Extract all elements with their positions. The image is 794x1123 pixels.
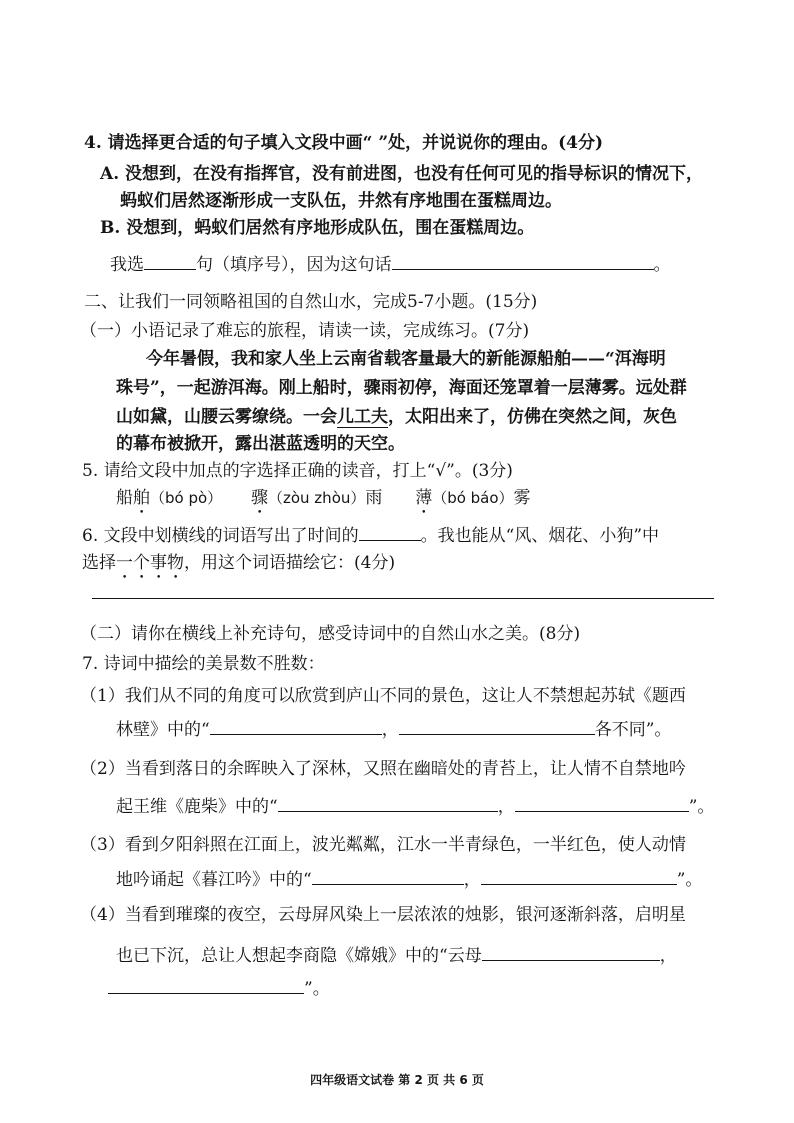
- q4-option-blank[interactable]: [144, 251, 196, 270]
- q7-s2-line1: （2）当看到落日的余晖映入了深林，又照在幽暗处的青苔上，让人情不自禁地吟: [80, 759, 686, 779]
- q6-answer-line[interactable]: [92, 598, 714, 599]
- section2-title: 二、让我们一同领略祖国的自然山水，完成5-7小题。(15分): [84, 292, 538, 312]
- q7-s1-prefix: 林壁》中的“: [116, 720, 210, 740]
- q5-word1: 船舶: [116, 488, 150, 508]
- q5-pinyin3[interactable]: （bó báo）: [432, 489, 514, 507]
- q5-word2-char: 骤: [250, 488, 268, 508]
- passage-line3: [116, 405, 677, 429]
- passage-line2: 珠号”，一起游洱海。刚上船时，骤雨初停，海面还笼罩着一层薄雾。远处群: [116, 378, 687, 398]
- q7-s4-suffix: ”。: [304, 979, 330, 999]
- q7-s1-line2: [116, 716, 671, 742]
- q7-s3-comma: ，: [463, 870, 481, 890]
- q7-s2-line2: [116, 793, 714, 819]
- q7-s2-blank2[interactable]: [515, 793, 689, 812]
- q6-time-blank[interactable]: [359, 522, 421, 541]
- q7-title: 7. 诗词中描绘的美景数不胜数：: [82, 654, 325, 674]
- q4-answer-line: [110, 251, 671, 277]
- q7-s2-suffix: ”。: [688, 797, 715, 817]
- q7-s4-comma: ，: [659, 946, 677, 966]
- q7-s1-comma: ，: [381, 720, 399, 740]
- q7-s1-blank1[interactable]: [210, 716, 382, 735]
- q4-answer-prefix: 我选: [110, 255, 144, 275]
- q4-option-a-line2: 蚂蚁们居然逐渐形成一支队伍，井然有序地围在蛋糕周边。: [120, 191, 562, 211]
- q5-title: 5. 请给文段中加点的字选择正确的读音，打上“√”。(3分): [82, 461, 513, 481]
- q7-s4-prefix: 也已下沉，总让人想起李商隐《嫦娥》中的“云母: [116, 946, 482, 966]
- q7-s3-line1: （3）看到夕阳斜照在江面上，波光粼粼，江水一半青绿色，一半红色，使人动情: [80, 835, 686, 855]
- q7-s4-blank2[interactable]: [108, 975, 304, 994]
- q6-line1: [82, 522, 659, 548]
- q4-answer-end: 。: [653, 255, 671, 275]
- q7-s1-line1: （1）我们从不同的角度可以欣赏到庐山不同的景色，这让人不禁想起苏轼《题西: [80, 686, 686, 706]
- q6-line2: [82, 551, 395, 583]
- q7-s2-blank1[interactable]: [278, 793, 498, 812]
- section2-part1-title: （一）小语记录了难忘的旅程，请读一读，完成练习。(7分): [80, 321, 530, 341]
- passage-line3-end: ，太阳出来了，仿佛在突然之间，灰色: [388, 407, 677, 427]
- q7-s2-prefix: 起王维《鹿柴》中的“: [116, 797, 278, 817]
- q6-line1-end: 。我也能从“风、烟花、小狗”中: [420, 526, 660, 546]
- q7-s4-line3: [108, 975, 330, 1001]
- q4-option-b: B. 没想到，蚂蚁们居然有序地形成队伍，围在蛋糕周边。: [100, 218, 535, 238]
- q6-line2-start: 选择: [82, 553, 116, 573]
- q7-s2-comma: ，: [497, 797, 515, 817]
- q6-line2-end: ，用这个词语描绘它：(4分): [184, 553, 396, 573]
- q5-word3-char: 薄: [415, 488, 433, 508]
- q7-s3-blank1[interactable]: [312, 866, 464, 885]
- q7-s3-blank2[interactable]: [481, 866, 677, 885]
- q7-s3-prefix: 地吟诵起《暮江吟》中的“: [116, 870, 312, 890]
- q6-line1-start: 6. 文段中划横线的词语写出了时间的: [82, 526, 359, 546]
- underlined-phrase: 儿工夫: [337, 407, 388, 427]
- q4-option-a-line1: A. 没想到，在没有指挥官，没有前进图，也没有任何可见的指导标识的情况下，: [100, 164, 704, 184]
- q5-word2-end: 雨: [365, 488, 383, 508]
- passage-line4: 的幕布被掀开，露出湛蓝透明的天空。: [116, 434, 405, 454]
- q6-emphasis: 一个事物: [116, 553, 184, 573]
- passage-line1: 今年暑假，我和家人坐上云南省载客量最大的新能源船舶——“洱海明: [146, 349, 666, 369]
- q7-s4-line1: （4）当看到璀璨的夜空，云母屏风染上一层浓浓的烛影，银河逐渐斜落，启明星: [80, 905, 686, 925]
- q4-reason-blank[interactable]: [392, 251, 654, 270]
- q7-s3-suffix: ”。: [676, 870, 703, 890]
- page-footer: 四年级语文试卷 第 2 页 共 6 页: [310, 1073, 484, 1087]
- q4-title: 4. 请选择更合适的句子填入文段中画“ ”处，并说说你的理由。(4分): [84, 133, 604, 153]
- q5-pinyin1[interactable]: （bó pò）: [150, 489, 223, 507]
- q7-s4-line2: [116, 942, 677, 968]
- q7-s1-blank2[interactable]: [399, 716, 595, 735]
- section2-part2-title: （二）请你在横线上补充诗句，感受诗词中的自然山水之美。(8分): [80, 624, 581, 644]
- q7-s3-line2: [116, 866, 702, 892]
- q5-options: [116, 486, 531, 518]
- q7-s1-suffix: 各不同”。: [594, 720, 672, 740]
- passage-line3-start: 山如黛，山腰云雾缭绕。一会: [116, 407, 337, 427]
- q5-pinyin2[interactable]: （zòu zhòu）: [267, 489, 366, 507]
- q5-word3-end: 雾: [513, 488, 531, 508]
- q4-answer-mid: 句（填序号），因为这句话: [196, 255, 392, 275]
- q7-s4-blank1[interactable]: [482, 942, 660, 961]
